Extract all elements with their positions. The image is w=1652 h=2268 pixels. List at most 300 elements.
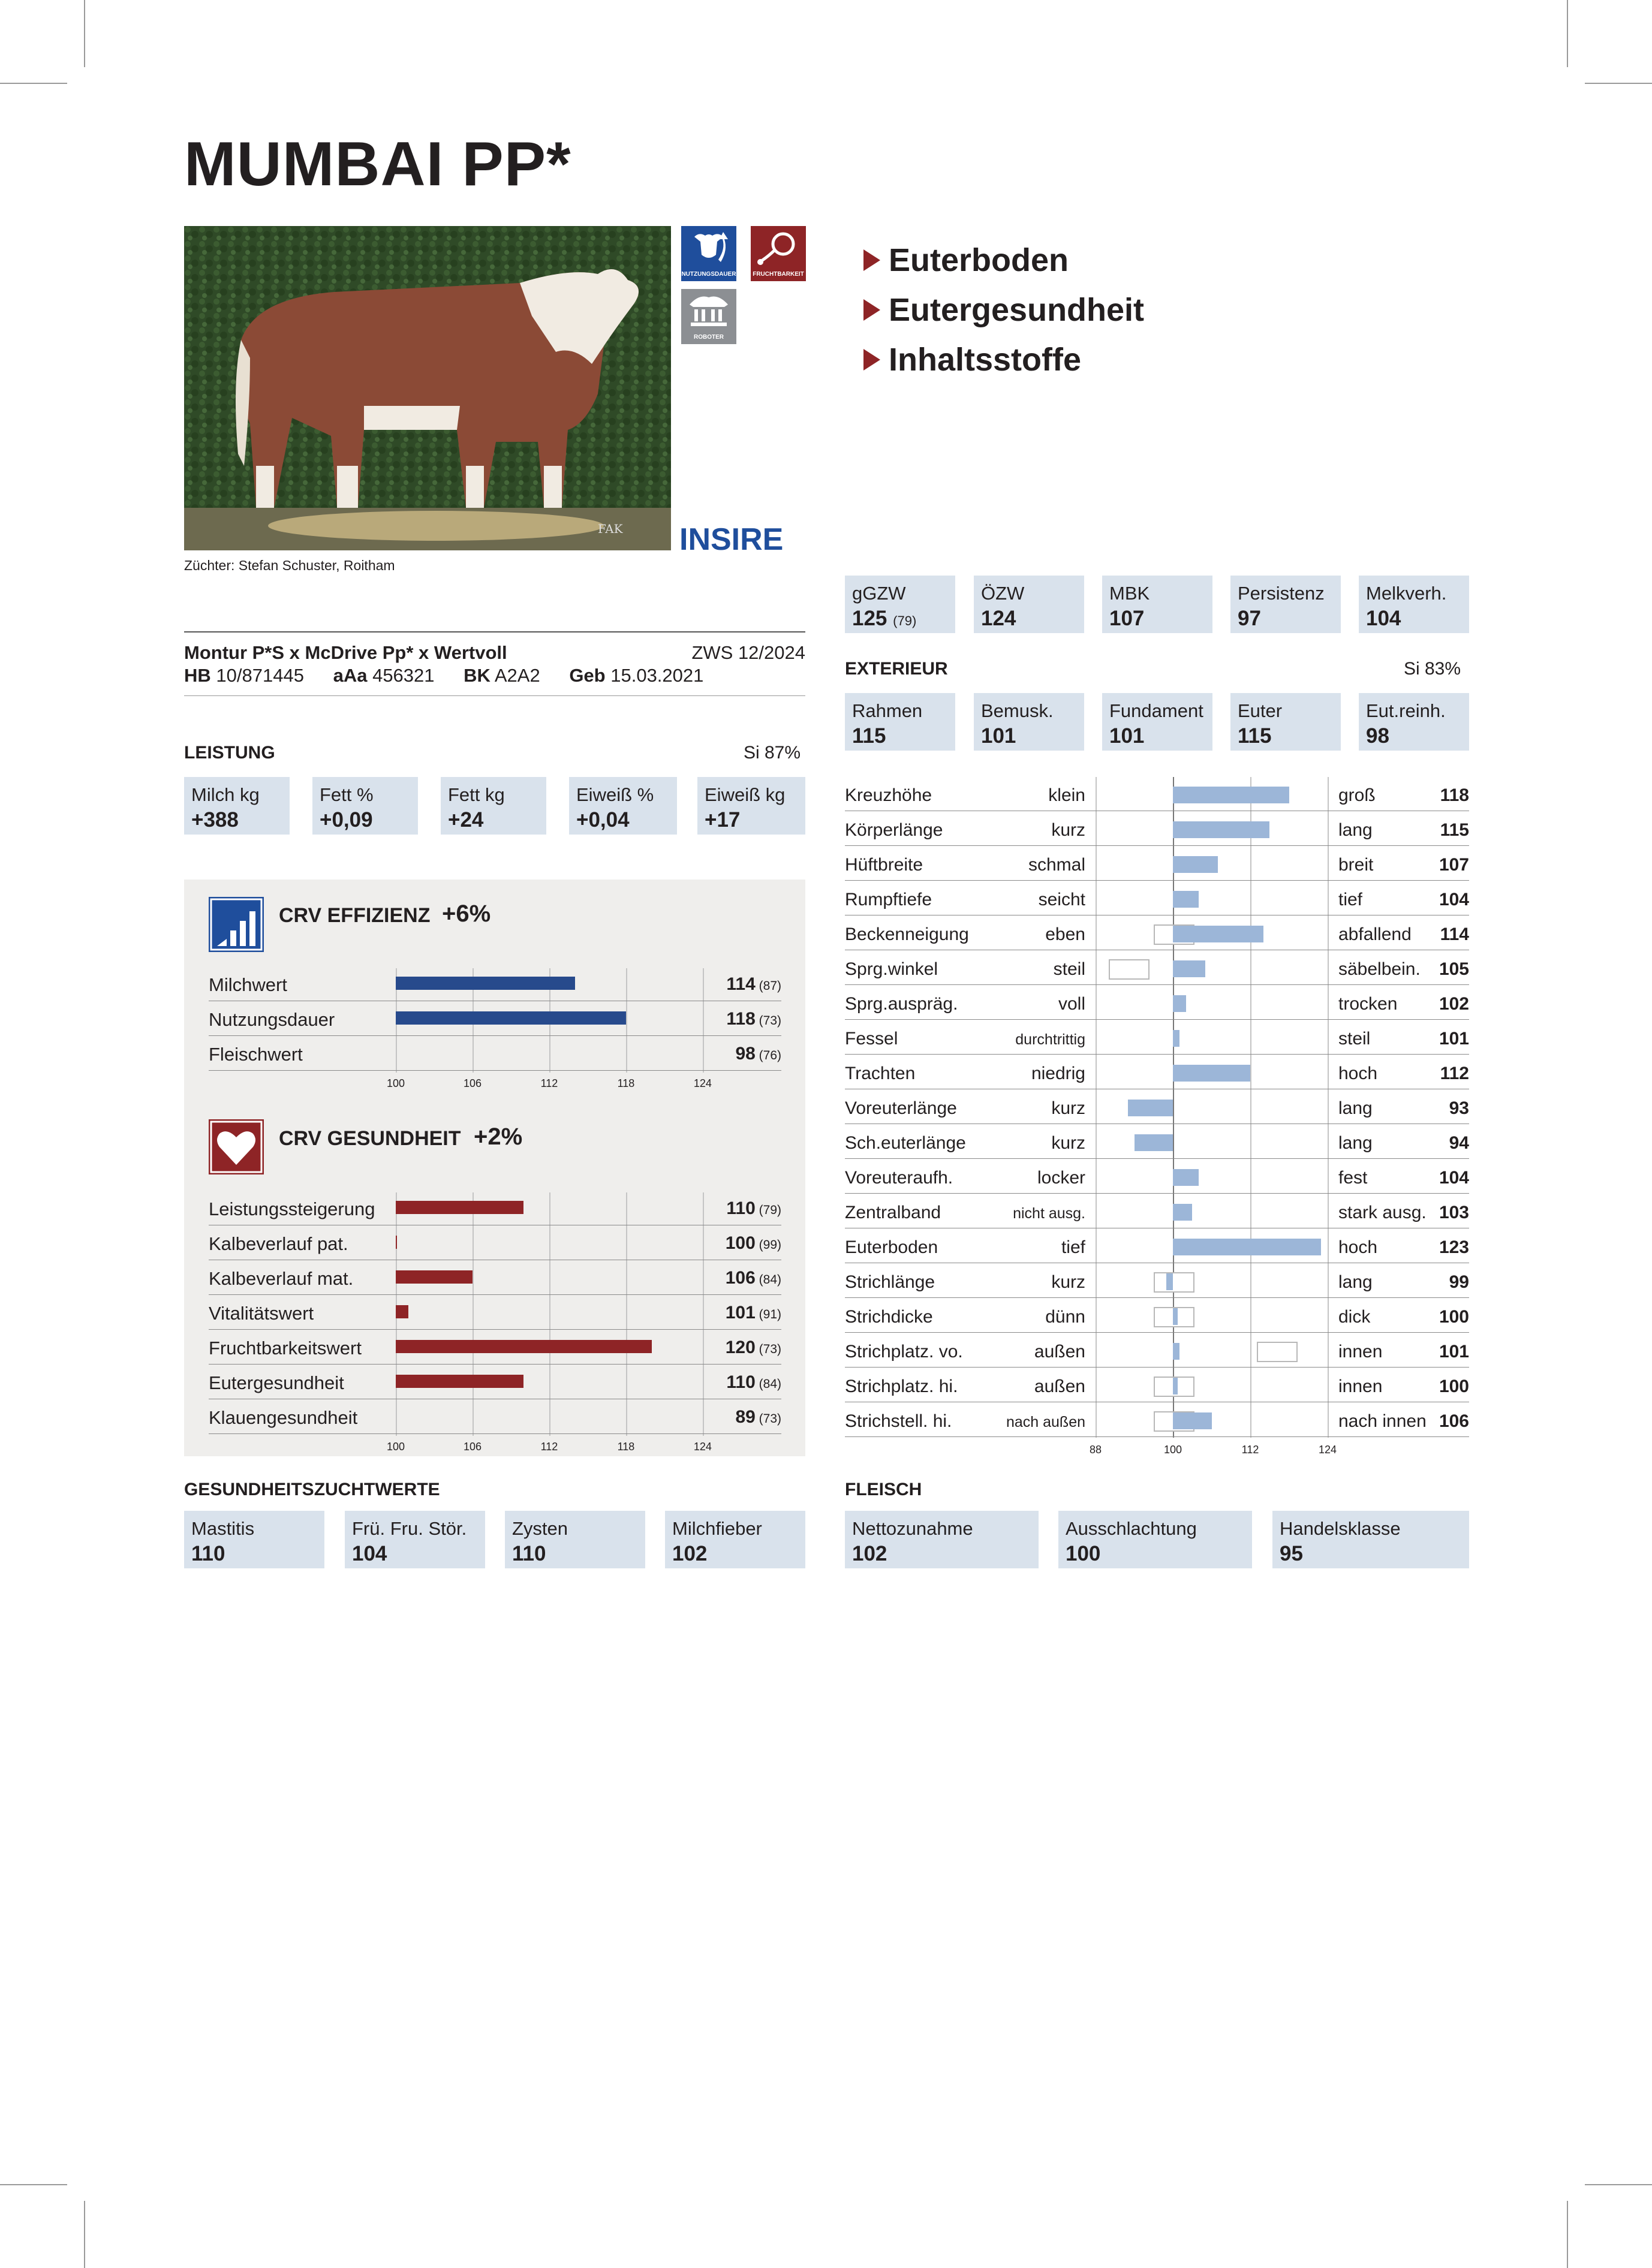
crv-note: (73) xyxy=(755,1412,781,1426)
badge-roboter xyxy=(681,289,736,344)
pedigree-ids xyxy=(184,665,703,686)
trait-left-pole: durchtrittig xyxy=(1015,1031,1085,1048)
crv-note: (73) xyxy=(755,1342,781,1356)
grid-line xyxy=(1096,777,1097,1438)
trait-left-pole: außen xyxy=(1034,1377,1085,1396)
row-divider xyxy=(845,1297,1469,1298)
crv-row-value xyxy=(694,974,781,995)
bk-code: A2A2 xyxy=(494,665,540,686)
box-label: Mastitis xyxy=(191,1518,255,1539)
crv-row-label: Kalbeverlauf pat. xyxy=(209,1233,348,1254)
crv-row-value xyxy=(694,1372,781,1393)
trait-bar xyxy=(1173,856,1218,873)
axis-tick-label: 118 xyxy=(617,1441,635,1453)
box-label: Bemusk. xyxy=(981,700,1054,721)
cow-up-arrow-icon xyxy=(681,226,736,268)
zws-date: ZWS 12/2024 xyxy=(691,642,805,663)
exterieur-bemusk xyxy=(974,693,1084,751)
grid-line xyxy=(549,1192,550,1436)
trait-bar xyxy=(1173,821,1269,838)
trait-left-pole: klein xyxy=(1048,785,1085,805)
axis-tick-label: 88 xyxy=(1089,1444,1102,1456)
crv-effizienz-icon xyxy=(209,897,264,952)
trait-left-pole: kurz xyxy=(1051,1098,1085,1118)
grid-line xyxy=(1250,777,1251,1438)
crv-value: 110 xyxy=(726,1198,756,1218)
trait-bar xyxy=(1173,1412,1212,1429)
box-label: Melkverh. xyxy=(1366,583,1447,604)
exterieur-rahmen xyxy=(845,693,955,751)
trait-label: Körperlänge xyxy=(845,820,943,840)
crv-gesundheit-icon xyxy=(209,1119,264,1174)
crv-row-label: Eutergesundheit xyxy=(209,1372,344,1393)
crv-note: (84) xyxy=(755,1377,781,1391)
crv-effizienz-pct: +6% xyxy=(442,900,491,927)
row-divider xyxy=(845,845,1469,846)
box-value: 115 xyxy=(852,724,886,748)
crv-value: 106 xyxy=(725,1268,756,1288)
crop-mark xyxy=(1585,83,1652,84)
row-divider xyxy=(209,1364,781,1365)
trait-left-pole: niedrig xyxy=(1031,1064,1085,1083)
trait-left-pole: kurz xyxy=(1051,1272,1085,1292)
box-value: 107 xyxy=(1109,607,1145,630)
trait-bar xyxy=(1173,787,1289,803)
index-oezw xyxy=(974,576,1084,633)
crv-row-label: Kalbeverlauf mat. xyxy=(209,1268,354,1289)
box-value: 124 xyxy=(981,607,1016,630)
trait-bar xyxy=(1173,1065,1250,1082)
crv-value: 89 xyxy=(735,1407,756,1427)
crv-panel xyxy=(184,880,805,1456)
row-divider xyxy=(845,880,1469,881)
box-label: Frü. Fru. Stör. xyxy=(352,1518,467,1539)
leistung-fett-pct xyxy=(312,777,418,835)
trait-value: 101 xyxy=(1439,1029,1469,1049)
box-value: +24 xyxy=(448,808,484,832)
row-divider xyxy=(209,1070,781,1071)
trait-label: Rumpftiefe xyxy=(845,890,932,909)
crv-row-label: Milchwert xyxy=(209,974,287,995)
box-label: Zysten xyxy=(512,1518,568,1539)
trait-value: 104 xyxy=(1439,890,1469,909)
crv-note: (73) xyxy=(755,1014,781,1028)
triangle-bullet-icon xyxy=(863,249,880,271)
crop-mark xyxy=(0,2184,67,2185)
leistung-fett-kg xyxy=(441,777,546,835)
crv-note: (76) xyxy=(755,1049,781,1062)
box-value: +0,09 xyxy=(320,808,373,832)
row-divider xyxy=(845,1158,1469,1159)
box-label: Persistenz xyxy=(1238,583,1325,604)
crv-row-label: Vitalitätswert xyxy=(209,1303,314,1324)
crv-row-value xyxy=(694,1407,781,1427)
box-label: Eiweiß kg xyxy=(705,784,786,805)
index-ggzw xyxy=(845,576,955,633)
divider xyxy=(184,695,805,696)
crv-note: (91) xyxy=(755,1308,781,1321)
trait-value: 100 xyxy=(1439,1377,1469,1396)
box-value: 102 xyxy=(672,1542,708,1565)
gesundheitszuchtwerte-title: GESUNDHEITSZUCHTWERTE xyxy=(184,1480,440,1499)
trait-value: 94 xyxy=(1449,1133,1469,1153)
exterieur-si: Si 83% xyxy=(1403,659,1461,679)
exterieur-fundament xyxy=(1102,693,1212,751)
trait-label: Hüftbreite xyxy=(845,855,923,875)
triangle-bullet-icon xyxy=(863,349,880,371)
box-label: MBK xyxy=(1109,583,1150,604)
grid-line xyxy=(626,968,627,1073)
trait-bar xyxy=(1173,926,1263,942)
crv-bar xyxy=(396,977,575,990)
trait-right-pole: nach innen xyxy=(1338,1411,1427,1431)
trait-label: Zentralband xyxy=(845,1203,941,1222)
axis-tick-label: 106 xyxy=(463,1441,482,1453)
box-label: gGZW xyxy=(852,583,906,604)
trait-right-pole: innen xyxy=(1338,1377,1383,1396)
trait-value: 106 xyxy=(1439,1411,1469,1431)
trait-label: Kreuzhöhe xyxy=(845,785,932,805)
trait-left-pole: nach außen xyxy=(1006,1414,1085,1430)
box-value: 101 xyxy=(1109,724,1145,748)
robot-milking-icon xyxy=(681,289,736,331)
box-label: Ausschlachtung xyxy=(1066,1518,1197,1539)
trait-value: 93 xyxy=(1449,1098,1469,1118)
crv-value: 98 xyxy=(735,1044,756,1064)
birth-date: 15.03.2021 xyxy=(610,665,704,686)
box-value: 104 xyxy=(1366,607,1401,630)
bull-photo-illustration xyxy=(184,226,671,550)
trait-label: Strichstell. hi. xyxy=(845,1411,952,1431)
crv-row-label: Fleischwert xyxy=(209,1044,303,1065)
row-divider xyxy=(845,1193,1469,1194)
trait-right-pole: lang xyxy=(1338,820,1373,840)
grid-line xyxy=(1328,777,1329,1438)
trait-bar xyxy=(1128,1100,1173,1116)
bk-label: BK xyxy=(464,665,491,686)
grid-line xyxy=(473,1192,474,1436)
box-label: Fett % xyxy=(320,784,374,805)
aaa-label: aAa xyxy=(333,665,368,686)
crv-value: 118 xyxy=(726,1009,756,1029)
trait-right-pole: stark ausg. xyxy=(1338,1203,1427,1222)
heart-icon xyxy=(209,1119,264,1174)
trait-left-pole: kurz xyxy=(1051,820,1085,840)
trait-label: Strichplatz. hi. xyxy=(845,1377,958,1396)
trait-bar xyxy=(1135,1134,1173,1151)
crv-row-label: Nutzungsdauer xyxy=(209,1009,335,1030)
trait-label: Strichplatz. vo. xyxy=(845,1342,963,1362)
crv-row-label: Klauengesundheit xyxy=(209,1407,358,1428)
crv-effizienz-title: CRV EFFIZIENZ xyxy=(279,904,431,927)
crv-value: 101 xyxy=(725,1303,756,1323)
trait-bar xyxy=(1173,995,1186,1012)
crv-bar xyxy=(396,1340,652,1353)
crv-row-value xyxy=(694,1338,781,1358)
pedigree-line: Montur P*S x McDrive Pp* x Wertvoll xyxy=(184,642,507,663)
index-melkverh xyxy=(1359,576,1469,633)
highlight-item xyxy=(863,335,1144,384)
box-value: 110 xyxy=(512,1542,546,1565)
axis-tick-label: 124 xyxy=(693,1441,712,1453)
axis-tick-label: 112 xyxy=(540,1441,558,1453)
crv-row-value xyxy=(694,1044,781,1064)
trait-bar xyxy=(1173,1030,1179,1047)
aaa-code: 456321 xyxy=(372,665,435,686)
breeder-caption: Züchter: Stefan Schuster, Roitham xyxy=(184,558,395,573)
crv-value: 110 xyxy=(726,1372,756,1392)
crv-row-value xyxy=(694,1268,781,1288)
trait-right-pole: breit xyxy=(1338,855,1374,875)
crv-row-value xyxy=(694,1009,781,1029)
crop-mark xyxy=(1567,2201,1568,2268)
fleisch-handelsklasse xyxy=(1272,1511,1469,1568)
trait-right-pole: tief xyxy=(1338,890,1363,909)
divider xyxy=(184,631,805,632)
box-value: 104 xyxy=(352,1542,387,1565)
badge-fruchtbarkeit xyxy=(751,226,806,281)
brand-logo: INSIRE xyxy=(679,522,784,557)
row-divider xyxy=(209,1329,781,1330)
axis-tick-label: 124 xyxy=(1318,1444,1337,1456)
axis-tick-label: 112 xyxy=(540,1077,558,1089)
trait-right-pole: säbelbein. xyxy=(1338,959,1421,979)
box-label: Eut.reinh. xyxy=(1366,700,1446,721)
trait-left-pole: voll xyxy=(1058,994,1085,1014)
trait-left-pole: kurz xyxy=(1051,1133,1085,1153)
trait-label: Beckenneigung xyxy=(845,924,969,944)
row-divider xyxy=(845,1367,1469,1368)
page-title: MUMBAI PP* xyxy=(184,129,571,199)
box-label: Milch kg xyxy=(191,784,260,805)
box-value: 101 xyxy=(981,724,1016,748)
trait-left-pole: außen xyxy=(1034,1342,1085,1362)
trait-left-pole: locker xyxy=(1037,1168,1085,1188)
trait-bar xyxy=(1173,1378,1178,1394)
optimum-range-box xyxy=(1154,1272,1195,1293)
crv-note: (84) xyxy=(755,1273,781,1287)
trait-right-pole: trocken xyxy=(1338,994,1398,1014)
gzw-milchfieber xyxy=(665,1511,805,1568)
row-divider xyxy=(845,1436,1469,1437)
trait-value: 123 xyxy=(1439,1237,1469,1257)
exterieur-title: EXTERIEUR xyxy=(845,659,948,679)
exterieur-eutreinh xyxy=(1359,693,1469,751)
trait-value: 99 xyxy=(1449,1272,1469,1292)
trait-bar xyxy=(1173,1343,1179,1360)
crv-note: (99) xyxy=(755,1238,781,1252)
trait-right-pole: lang xyxy=(1338,1098,1373,1118)
highlight-label: Euterboden xyxy=(889,242,1069,278)
trait-bar xyxy=(1173,1308,1178,1325)
highlight-item xyxy=(863,235,1144,285)
trait-right-pole: fest xyxy=(1338,1168,1368,1188)
crv-row-value xyxy=(694,1233,781,1254)
trait-value: 114 xyxy=(1440,924,1469,944)
trait-right-pole: lang xyxy=(1338,1272,1373,1292)
svg-text:FAK: FAK xyxy=(598,522,623,536)
crv-bar xyxy=(396,1201,523,1214)
index-persistenz xyxy=(1230,576,1341,633)
exterieur-euter xyxy=(1230,693,1341,751)
badge-label: FRUCHTBARKEIT xyxy=(753,271,804,278)
axis-tick-label: 118 xyxy=(617,1077,635,1089)
row-divider xyxy=(209,1294,781,1295)
crv-bar xyxy=(396,1305,408,1318)
gzw-frue-fru-stoer xyxy=(345,1511,485,1568)
crop-mark xyxy=(84,2201,85,2268)
highlight-label: Inhaltsstoffe xyxy=(889,341,1082,378)
box-label: Milchfieber xyxy=(672,1518,762,1539)
crv-value: 114 xyxy=(726,974,756,994)
crv-gesundheit-pct: +2% xyxy=(474,1124,523,1150)
box-value: 110 xyxy=(191,1542,225,1565)
box-label: Euter xyxy=(1238,700,1283,721)
trait-right-pole: dick xyxy=(1338,1307,1371,1327)
badge-nutzungsdauer xyxy=(681,226,736,281)
badge-label: ROBOTER xyxy=(694,334,724,341)
box-value: 97 xyxy=(1238,607,1261,630)
highlights-list xyxy=(863,235,1144,384)
trait-value: 107 xyxy=(1439,855,1469,875)
trait-label: Voreuteraufh. xyxy=(845,1168,953,1188)
box-value: +0,04 xyxy=(576,808,630,832)
trait-bar xyxy=(1173,960,1205,977)
box-value: +17 xyxy=(705,808,741,832)
fleisch-nettozunahme xyxy=(845,1511,1039,1568)
trait-label: Sprg.winkel xyxy=(845,959,938,979)
leistung-eiweiss-kg xyxy=(697,777,805,835)
trait-label: Trachten xyxy=(845,1064,916,1083)
trait-label: Fessel xyxy=(845,1029,898,1049)
crv-value: 120 xyxy=(725,1338,756,1357)
bull-photo xyxy=(184,226,671,550)
leistung-milch-kg xyxy=(184,777,290,835)
crv-row-label: Leistungssteigerung xyxy=(209,1198,375,1219)
trait-value: 118 xyxy=(1440,785,1469,805)
axis-tick-label: 100 xyxy=(386,1077,405,1089)
optimum-range-box xyxy=(1109,959,1150,980)
fleisch-title: FLEISCH xyxy=(845,1480,922,1499)
box-label: Eiweiß % xyxy=(576,784,654,805)
crv-row-label: Fruchtbarkeitswert xyxy=(209,1338,362,1359)
box-value: +388 xyxy=(191,808,239,832)
box-label: Fundament xyxy=(1109,700,1203,721)
leistung-si: Si 87% xyxy=(743,743,801,763)
trait-value: 104 xyxy=(1439,1168,1469,1188)
box-label: Rahmen xyxy=(852,700,923,721)
crv-bar xyxy=(396,1236,397,1249)
highlight-item xyxy=(863,285,1144,335)
trait-label: Voreuterlänge xyxy=(845,1098,957,1118)
leistung-eiweiss-pct xyxy=(569,777,677,835)
axis-tick-label: 106 xyxy=(463,1077,482,1089)
fertility-icon xyxy=(751,226,806,268)
grid-line xyxy=(626,1192,627,1436)
crop-mark xyxy=(1567,0,1568,67)
geb-label: Geb xyxy=(569,665,606,686)
crv-value: 100 xyxy=(725,1233,756,1253)
hb-number: 10/871445 xyxy=(216,665,304,686)
trait-value: 115 xyxy=(1440,820,1469,840)
gzw-zysten xyxy=(505,1511,645,1568)
trait-value: 100 xyxy=(1439,1307,1469,1327)
box-value: 115 xyxy=(1238,724,1272,748)
box-label: Handelsklasse xyxy=(1280,1518,1401,1539)
crv-bar xyxy=(396,1375,523,1388)
row-divider xyxy=(209,1433,781,1434)
crv-note: (79) xyxy=(755,1203,781,1217)
crv-bar xyxy=(396,1270,473,1284)
trait-value: 105 xyxy=(1439,959,1469,979)
crop-mark xyxy=(1585,2184,1652,2185)
trait-right-pole: steil xyxy=(1338,1029,1371,1049)
trait-bar xyxy=(1173,1169,1199,1186)
trait-label: Sch.euterlänge xyxy=(845,1133,966,1153)
trait-label: Strichdicke xyxy=(845,1307,933,1327)
ggzw-value: 125 xyxy=(852,607,887,630)
row-divider xyxy=(845,1054,1469,1055)
trait-right-pole: hoch xyxy=(1338,1237,1378,1257)
trait-bar xyxy=(1173,891,1199,908)
index-mbk xyxy=(1102,576,1212,633)
gzw-mastitis xyxy=(184,1511,324,1568)
crop-mark xyxy=(0,83,67,84)
crv-bar xyxy=(396,1011,626,1025)
bar-chart-icon xyxy=(209,897,264,952)
ggzw-note: (79) xyxy=(893,613,917,628)
crv-note: (87) xyxy=(755,979,781,993)
row-divider xyxy=(845,1019,1469,1020)
row-divider xyxy=(845,1332,1469,1333)
row-divider xyxy=(209,1035,781,1036)
trait-left-pole: schmal xyxy=(1028,855,1085,875)
row-divider xyxy=(845,984,1469,985)
hb-label: HB xyxy=(184,665,211,686)
trait-label: Strichlänge xyxy=(845,1272,935,1292)
trait-right-pole: lang xyxy=(1338,1133,1373,1153)
trait-left-pole: eben xyxy=(1045,924,1085,944)
optimum-range-box xyxy=(1257,1342,1298,1362)
box-value: 98 xyxy=(1366,724,1389,748)
fleisch-ausschlachtung xyxy=(1058,1511,1252,1568)
crop-mark xyxy=(84,0,85,67)
axis-tick-label: 124 xyxy=(693,1077,712,1089)
trait-value: 112 xyxy=(1440,1064,1469,1083)
box-value: 95 xyxy=(1280,1542,1303,1565)
triangle-bullet-icon xyxy=(863,299,880,321)
trait-right-pole: groß xyxy=(1338,785,1376,805)
crv-gesundheit-title: CRV GESUNDHEIT xyxy=(279,1127,461,1150)
trait-left-pole: dünn xyxy=(1045,1307,1085,1327)
box-label: Fett kg xyxy=(448,784,505,805)
highlight-label: Eutergesundheit xyxy=(889,291,1145,328)
trait-label: Euterboden xyxy=(845,1237,938,1257)
trait-left-pole: tief xyxy=(1061,1237,1085,1257)
trait-right-pole: hoch xyxy=(1338,1064,1378,1083)
trait-left-pole: seicht xyxy=(1038,890,1085,909)
box-value: 102 xyxy=(852,1542,887,1565)
axis-tick-label: 112 xyxy=(1241,1444,1259,1456)
box-value: 100 xyxy=(1066,1542,1101,1565)
crv-row-value xyxy=(694,1198,781,1219)
trait-left-pole: nicht ausg. xyxy=(1013,1205,1085,1222)
trait-bar xyxy=(1166,1273,1173,1290)
box-value xyxy=(852,607,916,631)
trait-value: 103 xyxy=(1439,1203,1469,1222)
trait-label: Sprg.auspräg. xyxy=(845,994,958,1014)
axis-tick-label: 100 xyxy=(386,1441,405,1453)
